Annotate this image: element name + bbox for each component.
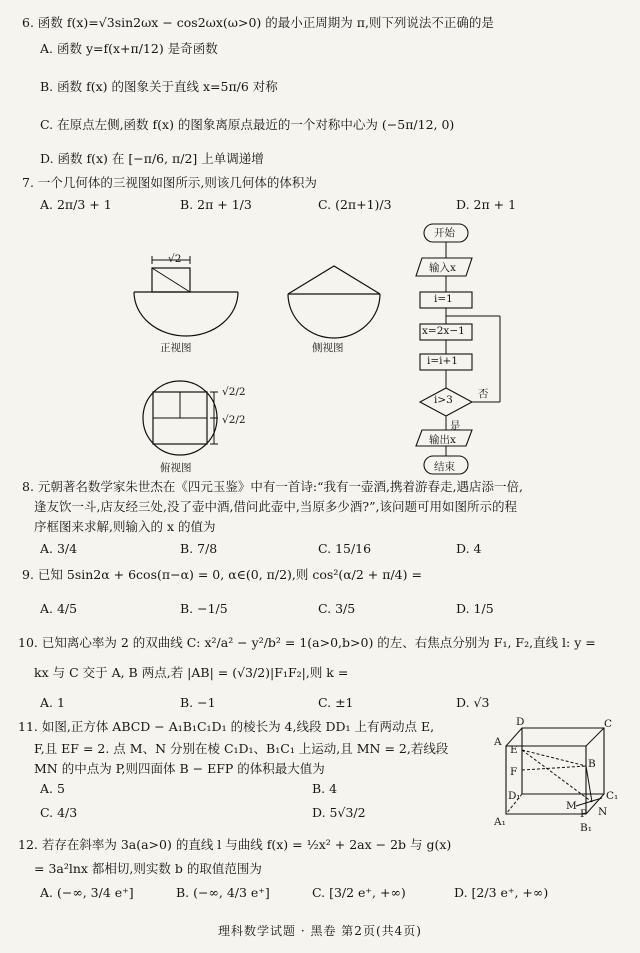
q11-stem-line2: F,且 EF = 2. 点 M、N 分别在棱 C₁D₁、B₁C₁ 上运动,且 MN = 2,若线段 [34, 741, 449, 756]
flow-end: 结束 [434, 461, 455, 473]
cube-label-d: D [516, 716, 525, 728]
q6-option-d: D. 函数 f(x) 在 [−π/6, π/2] 上单调递增 [40, 151, 264, 166]
front-dim-label: √2 [168, 253, 182, 265]
flowchart-diagram [400, 220, 520, 478]
q9-option-a: A. 4/5 [40, 601, 78, 616]
q6-option-b: B. 函数 f(x) 的图象关于直线 x=5π/6 对称 [40, 79, 278, 94]
cube-label-a1: A₁ [494, 816, 506, 828]
q12-option-a: A. (−∞, 3/4 e⁺] [40, 885, 134, 900]
cube-label-n: N [598, 806, 608, 818]
flow-no: 否 [478, 388, 489, 400]
q11-option-d: D. 5√3/2 [312, 805, 366, 820]
q9-option-d: D. 1/5 [456, 601, 494, 616]
q8-stem-line3: 序框图来求解,则输入的 x 的值为 [34, 519, 216, 534]
q6-option-a: A. 函数 y=f(x+π/12) 是奇函数 [40, 41, 218, 56]
q8-option-a: A. 3/4 [40, 541, 78, 556]
q8-option-b: B. 7/8 [180, 541, 218, 556]
cube-label-p: P [580, 808, 588, 820]
q7-option-b: B. 2π + 1/3 [180, 197, 252, 212]
q12-option-d: D. [2/3 e⁺, +∞) [454, 885, 549, 900]
cube-label-f: F [510, 766, 518, 778]
q7-option-a: A. 2π/3 + 1 [40, 197, 112, 212]
flow-update-x: x=2x−1 [422, 325, 465, 337]
q9-option-b: B. −1/5 [180, 601, 228, 616]
front-view-diagram [130, 250, 250, 340]
q10-option-b: B. −1 [180, 695, 216, 710]
q11-option-b: B. 4 [312, 781, 338, 796]
q8-option-c: C. 15/16 [318, 541, 372, 556]
q6-option-c: C. 在原点左侧,函数 f(x) 的图象离原点最近的一个对称中心为 (−5π/12, 0) [40, 117, 455, 132]
flow-start: 开始 [434, 227, 455, 239]
flow-output: 输出x [429, 434, 456, 446]
cube-label-e: E [510, 744, 518, 756]
q11-stem-line1: 11. 如图,正方体 ABCD − A₁B₁C₁D₁ 的棱长为 4,线段 DD₁ 上有两动点 E, [18, 719, 435, 734]
cube-label-c1: C₁ [606, 790, 619, 802]
cube-label-m: M [566, 800, 577, 812]
q9-stem: 9. 已知 5sin2α + 6cos(π−α) = 0, α∈(0, π/2),则 cos²(α/2 + π/4) = [22, 567, 422, 582]
top-view-label: 俯视图 [160, 462, 192, 474]
top-dim-label-lower: √2/2 [222, 414, 246, 426]
flow-init: i=1 [434, 293, 453, 305]
q8-stem-line1: 8. 元朝著名数学家朱世杰在《四元玉鉴》中有一首诗:“我有一壶酒,携着游春走,遇店添一倍, [22, 479, 523, 494]
side-view-label: 侧视图 [312, 342, 344, 354]
q7-option-c: C. (2π+1)/3 [318, 197, 392, 212]
cube-label-d1: D₁ [508, 790, 521, 802]
q12-stem-line2: = 3a²lnx 都相切,则实数 b 的取值范围为 [34, 861, 262, 876]
q8-option-d: D. 4 [456, 541, 482, 556]
q10-option-d: D. √3 [456, 695, 490, 710]
q9-option-c: C. 3/5 [318, 601, 356, 616]
q10-option-a: A. 1 [40, 695, 65, 710]
q7-option-d: D. 2π + 1 [456, 197, 517, 212]
cube-label-b: B [588, 758, 596, 770]
page-footer: 理科数学试题 · 黑卷 第2页(共4页) [218, 924, 422, 938]
side-view-diagram [282, 262, 402, 342]
front-view-label: 正视图 [160, 342, 192, 354]
q12-stem-line1: 12. 若存在斜率为 3a(a>0) 的直线 l 与曲线 f(x) = ½x² + 2ax − 2b 与 g(x) [18, 837, 452, 852]
cube-label-c: C [604, 718, 613, 730]
flow-condition: i>3 [434, 394, 453, 406]
flow-update-i: i=i+1 [427, 355, 458, 367]
q6-stem: 6. 函数 f(x)=√3sin2ωx − cos2ωx(ω>0) 的最小正周期为 π,则下列说法不正确的是 [22, 15, 494, 30]
cube-label-b1: B₁ [580, 822, 592, 834]
q10-stem-line2: kx 与 C 交于 A, B 两点,若 |AB| = (√3/2)|F₁F₂|,则 k = [34, 665, 349, 680]
q8-stem-line2: 逢友饮一斗,店友经三处,没了壶中酒,借问此壶中,当原多少酒?”,该问题可用如图所示的程 [34, 499, 517, 514]
q11-option-c: C. 4/3 [40, 805, 78, 820]
top-dim-label-upper: √2/2 [222, 386, 246, 398]
q10-option-c: C. ±1 [318, 695, 354, 710]
q12-option-b: B. (−∞, 4/3 e⁺] [176, 885, 270, 900]
flow-yes: 是 [450, 420, 461, 432]
cube-label-a: A [494, 736, 502, 748]
q10-stem-line1: 10. 已知离心率为 2 的双曲线 C: x²/a² − y²/b² = 1(a>0,b>0) 的左、右焦点分别为 F₁, F₂,直线 l: y = [18, 635, 596, 650]
q12-option-c: C. [3/2 e⁺, +∞) [312, 885, 406, 900]
flow-input: 输入x [429, 262, 456, 274]
q7-stem: 7. 一个几何体的三视图如图所示,则该几何体的体积为 [22, 175, 317, 190]
q11-stem-line3: MN 的中点为 P,则四面体 B − EFP 的体积最大值为 [34, 761, 325, 776]
q11-option-a: A. 5 [40, 781, 65, 796]
